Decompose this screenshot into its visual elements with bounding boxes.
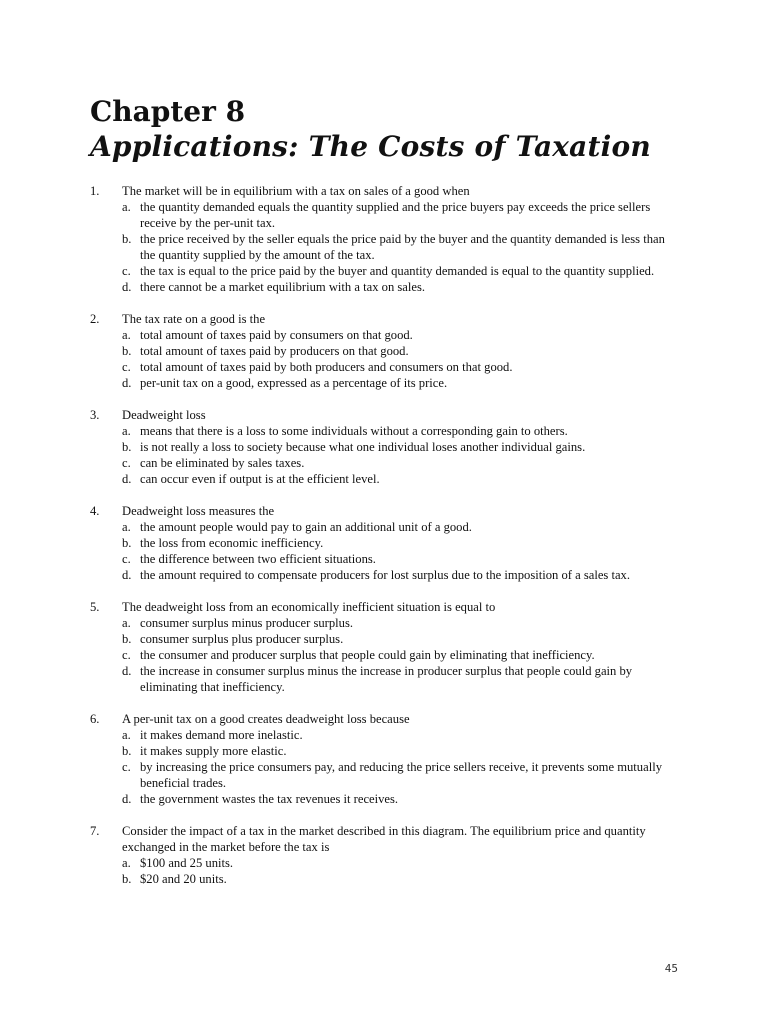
choice-letter: d. [122, 376, 132, 390]
question-item [90, 407, 680, 487]
question-list [90, 183, 680, 903]
choice-letter: d. [122, 472, 132, 486]
answer-choice [122, 263, 680, 279]
question-text: The tax rate on a good is the [122, 312, 266, 326]
choice-text: the consumer and producer surplus that people could gain by eliminating that inefficiency. [140, 648, 595, 662]
question-text: The deadweight loss from an economically inefficient situation is equal to [122, 600, 496, 614]
choice-text: is not really a loss to society because what one individual loses another individual gains. [140, 440, 586, 454]
choice-text: the price received by the seller equals the price paid by the buyer and the quantity demanded is less than the quantity supplied by the amount of the tax. [140, 232, 665, 262]
choice-text: by increasing the price consumers pay, and reducing the price sellers receive, it prevents some mutually beneficial trades. [140, 760, 662, 790]
answer-choice [122, 375, 680, 391]
choice-text: the increase in consumer surplus minus the increase in producer surplus that people could gain by eliminating that inefficiency. [140, 664, 633, 694]
page-number: 45 [664, 962, 678, 975]
answer-choice [122, 535, 680, 551]
question-text: The market will be in equilibrium with a tax on sales of a good when [122, 184, 470, 198]
answer-choice [122, 647, 680, 663]
question-stem [90, 823, 680, 855]
answer-choice [122, 327, 680, 343]
choice-letter: b. [122, 632, 132, 646]
chapter-title: Applications: The Costs of Taxation [90, 130, 651, 163]
answer-choice [122, 631, 680, 647]
answer-choice [122, 231, 680, 263]
choice-letter: a. [122, 856, 131, 870]
answer-choice [122, 439, 680, 455]
answer-choice [122, 855, 680, 871]
question-stem [90, 503, 680, 519]
choice-text: the tax is equal to the price paid by the buyer and quantity demanded is equal to the quantity supplied. [140, 264, 655, 278]
question-item [90, 823, 680, 887]
choice-letter: c. [122, 648, 131, 662]
question-text: Deadweight loss measures the [122, 504, 275, 518]
choice-letter: a. [122, 328, 131, 342]
choice-text: $100 and 25 units. [140, 856, 234, 870]
question-item [90, 711, 680, 807]
choice-letter: d. [122, 664, 132, 678]
answer-choice [122, 567, 680, 583]
answer-choice [122, 759, 680, 791]
chapter-heading [90, 96, 690, 164]
choice-letter: c. [122, 552, 131, 566]
question-text: A per-unit tax on a good creates deadweight loss because [122, 712, 410, 726]
choice-text: the government wastes the tax revenues it receives. [140, 792, 399, 806]
question-number: 3. [90, 408, 100, 422]
question-number: 7. [90, 824, 100, 838]
question-stem [90, 311, 680, 327]
answer-choice [122, 279, 680, 295]
question-number: 5. [90, 600, 100, 614]
question-number: 4. [90, 504, 100, 518]
choice-text: total amount of taxes paid by both producers and consumers on that good. [140, 360, 513, 374]
question-number: 1. [90, 184, 100, 198]
choice-text: the amount required to compensate producers for lost surplus due to the imposition of a sales tax. [140, 568, 630, 582]
choice-text: it makes demand more inelastic. [140, 728, 303, 742]
answer-choice [122, 551, 680, 567]
choice-text: the loss from economic inefficiency. [140, 536, 324, 550]
choice-letter: b. [122, 536, 132, 550]
answer-choice [122, 359, 680, 375]
choice-text: consumer surplus minus producer surplus. [140, 616, 354, 630]
chapter-number: Chapter 8 [90, 95, 246, 128]
choice-letter: a. [122, 520, 131, 534]
question-stem [90, 183, 680, 199]
answer-choice [122, 471, 680, 487]
answer-choice [122, 791, 680, 807]
question-number: 6. [90, 712, 100, 726]
choice-letter: b. [122, 344, 132, 358]
answer-choice [122, 423, 680, 439]
choice-text: total amount of taxes paid by producers on that good. [140, 344, 409, 358]
choice-letter: b. [122, 440, 132, 454]
choice-letter: d. [122, 792, 132, 806]
question-item [90, 311, 680, 391]
answer-choice [122, 343, 680, 359]
choice-letter: c. [122, 760, 131, 774]
choice-text: means that there is a loss to some individuals without a corresponding gain to others. [140, 424, 568, 438]
choice-text: the quantity demanded equals the quantity supplied and the price buyers pay exceeds the price sellers receive by the per-unit tax. [140, 200, 651, 230]
question-stem [90, 711, 680, 727]
answer-choice [122, 727, 680, 743]
choice-letter: d. [122, 568, 132, 582]
question-number: 2. [90, 312, 100, 326]
question-item [90, 183, 680, 295]
answer-choice [122, 743, 680, 759]
choice-text: the amount people would pay to gain an additional unit of a good. [140, 520, 472, 534]
answer-choice [122, 519, 680, 535]
answer-choice [122, 199, 680, 231]
answer-choice [122, 871, 680, 887]
choice-text: there cannot be a market equilibrium with a tax on sales. [140, 280, 426, 294]
choice-text: can be eliminated by sales taxes. [140, 456, 305, 470]
question-stem [90, 407, 680, 423]
answer-choice [122, 615, 680, 631]
choice-letter: a. [122, 616, 131, 630]
answer-choice [122, 455, 680, 471]
choice-letter: b. [122, 872, 132, 886]
choice-letter: a. [122, 200, 131, 214]
choice-text: it makes supply more elastic. [140, 744, 287, 758]
question-item [90, 503, 680, 583]
choice-text: per-unit tax on a good, expressed as a percentage of its price. [140, 376, 448, 390]
choice-text: $20 and 20 units. [140, 872, 227, 886]
choice-letter: c. [122, 264, 131, 278]
question-text: Consider the impact of a tax in the market described in this diagram. The equilibrium price and quantity exchanged in the market before the tax is [122, 824, 646, 854]
choice-text: the difference between two efficient situations. [140, 552, 376, 566]
choice-letter: a. [122, 424, 131, 438]
choice-letter: c. [122, 456, 131, 470]
choice-letter: b. [122, 232, 132, 246]
question-stem [90, 599, 680, 615]
choice-text: can occur even if output is at the efficient level. [140, 472, 380, 486]
question-item [90, 599, 680, 695]
choice-letter: b. [122, 744, 132, 758]
question-text: Deadweight loss [122, 408, 206, 422]
choice-text: total amount of taxes paid by consumers on that good. [140, 328, 413, 342]
answer-choice [122, 663, 680, 695]
choice-letter: c. [122, 360, 131, 374]
choice-letter: d. [122, 280, 132, 294]
choice-text: consumer surplus plus producer surplus. [140, 632, 344, 646]
choice-letter: a. [122, 728, 131, 742]
